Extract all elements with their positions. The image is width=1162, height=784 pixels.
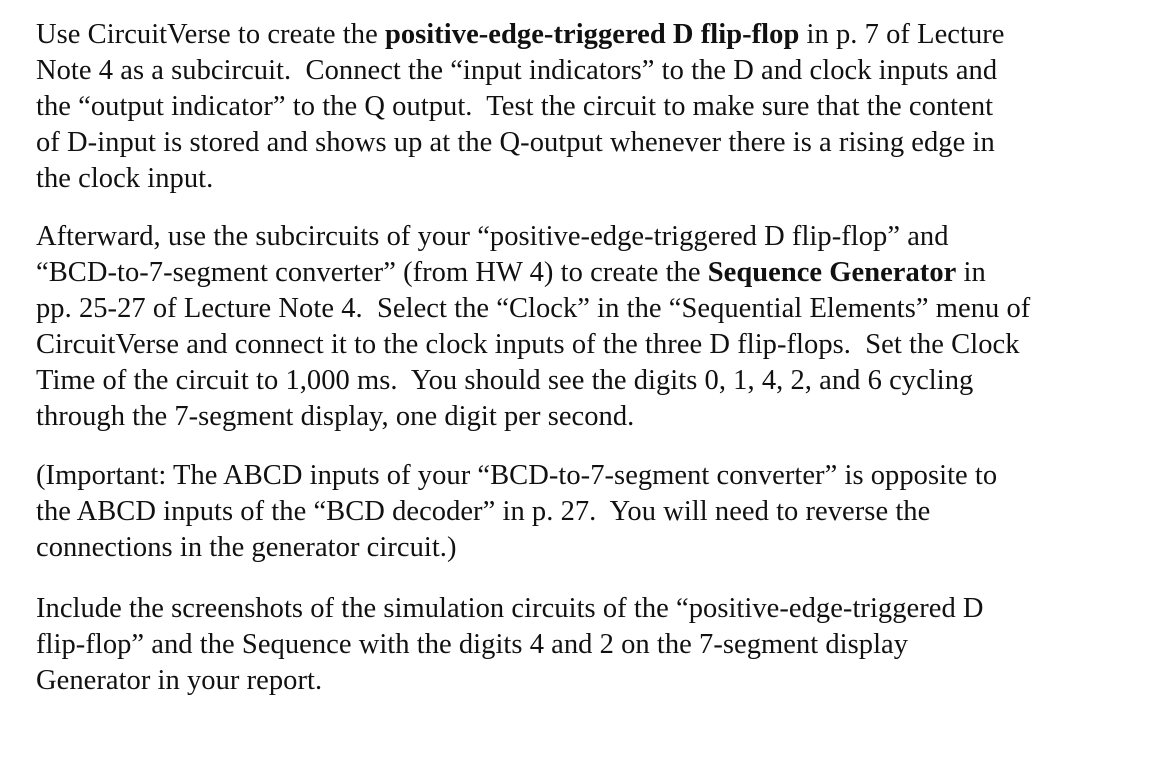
text-line: [36, 627, 984, 663]
text-line: [36, 399, 1030, 435]
text-line: [36, 591, 984, 627]
paragraph-important-note: [36, 458, 997, 566]
text-line: [36, 494, 997, 530]
paragraph-flip-flop-instructions: [36, 17, 1005, 197]
text-line: [36, 219, 1030, 255]
paragraph-report-instructions: [36, 591, 984, 699]
text-run: Generator in your report.: [36, 665, 323, 696]
text-run: through the 7-segment display, one digit per second.: [36, 401, 635, 432]
text-run: of D-input is stored and shows up at the Q-output whenever there is a rising edge in: [36, 127, 995, 158]
text-run: flip-flop” and the Sequence with the digits 4 and 2 on the 7-segment display: [36, 629, 909, 660]
text-line: [36, 291, 1030, 327]
text-line: [36, 53, 1005, 89]
bold-term-sequence-generator: Sequence Generator: [707, 257, 957, 288]
text-line: [36, 17, 1005, 53]
text-run: in p. 7 of Lecture: [799, 19, 1005, 50]
text-run: CircuitVerse and connect it to the clock inputs of the three D flip-flops. Set the Clock: [36, 329, 1020, 360]
text-run: connections in the generator circuit.): [36, 532, 457, 563]
text-run: “BCD-to-7-segment converter” (from HW 4) to create the: [36, 257, 708, 288]
text-run: (Important: The ABCD inputs of your “BCD-to-7-segment converter” is opposite to: [36, 460, 998, 491]
text-run: Afterward, use the subcircuits of your “positive-edge-triggered D flip-flop” and: [36, 221, 949, 252]
text-line: [36, 89, 1005, 125]
text-line: [36, 458, 997, 494]
text-run: Note 4 as a subcircuit. Connect the “input indicators” to the D and clock inputs and: [36, 55, 998, 86]
text-run: the ABCD inputs of the “BCD decoder” in p. 27. You will need to reverse the: [36, 496, 931, 527]
bold-term-flip-flop: positive-edge-triggered D flip-flop: [384, 19, 800, 50]
text-line: [36, 530, 997, 566]
text-run: pp. 25-27 of Lecture Note 4. Select the “Clock” in the “Sequential Elements” menu of: [36, 293, 1031, 324]
text-run: the clock input.: [36, 163, 214, 194]
text-run: the “output indicator” to the Q output. Test the circuit to make sure that the content: [36, 91, 994, 122]
text-line: [36, 161, 1005, 197]
text-line: [36, 255, 1030, 291]
text-line: [36, 363, 1030, 399]
text-line: [36, 125, 1005, 161]
text-line: [36, 327, 1030, 363]
text-line: [36, 663, 984, 699]
text-run: Include the screenshots of the simulation circuits of the “positive-edge-triggered D: [36, 593, 984, 624]
text-run: Time of the circuit to 1,000 ms. You should see the digits 0, 1, 4, 2, and 6 cycling: [36, 365, 974, 396]
text-run: Use CircuitVerse to create the: [36, 19, 385, 50]
text-run: in: [956, 257, 986, 288]
paragraph-sequence-generator: [36, 219, 1030, 435]
